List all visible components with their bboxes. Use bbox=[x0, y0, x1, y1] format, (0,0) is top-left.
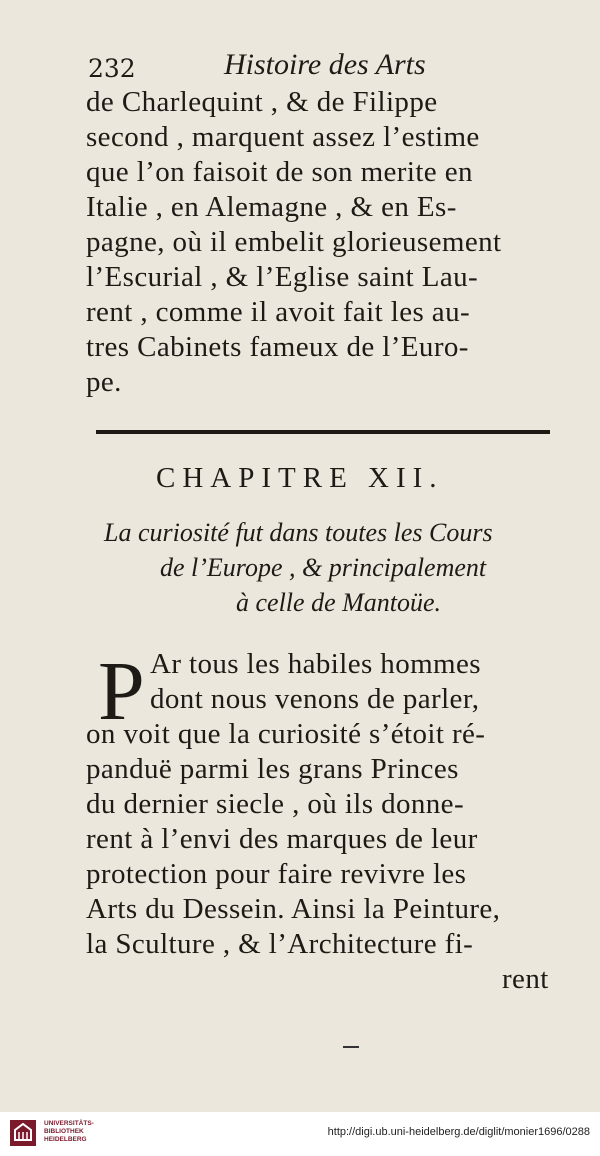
text-line: que l’on faisoit de son merite en bbox=[86, 156, 473, 188]
library-logo-icon bbox=[8, 1118, 38, 1148]
catchword: rent bbox=[502, 963, 549, 995]
text-line: rent à l’envi des marques de leur bbox=[86, 823, 478, 855]
text-line: Italie , en Alemagne , & en Es- bbox=[86, 191, 457, 223]
chapter-subtitle-line: La curiosité fut dans toutes les Cours bbox=[104, 518, 493, 547]
text-line: on voit que la curiosité s’étoit ré- bbox=[86, 718, 486, 750]
chapter-title: CHAPITRE XII. bbox=[156, 462, 444, 494]
chapter-subtitle-line: à celle de Mantoüe. bbox=[236, 588, 442, 617]
text-line: de Charlequint , & de Filippe bbox=[86, 86, 438, 118]
page-number: 232 bbox=[88, 54, 136, 83]
library-name-line: BIBLIOTHEK bbox=[44, 1128, 84, 1135]
signature-mark bbox=[343, 1046, 359, 1048]
text-line: dont nous venons de parler, bbox=[150, 683, 480, 715]
section-divider bbox=[96, 430, 550, 434]
footer-bar bbox=[0, 1112, 600, 1156]
library-name bbox=[44, 1120, 94, 1144]
drop-cap: P bbox=[98, 645, 145, 738]
text-line: du dernier siecle , où ils donne- bbox=[86, 788, 465, 820]
text-line: pagne, où il embelit glorieusement bbox=[86, 226, 502, 258]
page-header bbox=[86, 48, 556, 88]
text-line: panduë parmi les grans Princes bbox=[86, 753, 459, 785]
text-line: Ar tous les habiles hommes bbox=[150, 648, 481, 680]
running-title: Histoire des Arts bbox=[224, 48, 426, 81]
permalink[interactable]: http://digi.ub.uni-heidelberg.de/diglit/monier1696/0288 bbox=[327, 1126, 590, 1138]
library-name-line: UNIVERSITÄTS- bbox=[44, 1120, 94, 1127]
text-line: tres Cabinets fameux de l’Euro- bbox=[86, 331, 469, 363]
chapter-subtitle-line: de l’Europe , & principalement bbox=[160, 553, 487, 582]
text-line: la Sculture , & l’Architecture fi- bbox=[86, 928, 474, 960]
text-line: pe. bbox=[86, 366, 122, 398]
text-line: protection pour faire revivre les bbox=[86, 858, 467, 890]
text-line: second , marquent assez l’estime bbox=[86, 121, 480, 153]
text-line: l’Escurial , & l’Eglise saint Lau- bbox=[86, 261, 479, 293]
text-line: rent , comme il avoit fait les au- bbox=[86, 296, 471, 328]
library-name-line: HEIDELBERG bbox=[44, 1136, 87, 1143]
text-line: Arts du Dessein. Ainsi la Peinture, bbox=[86, 893, 501, 925]
